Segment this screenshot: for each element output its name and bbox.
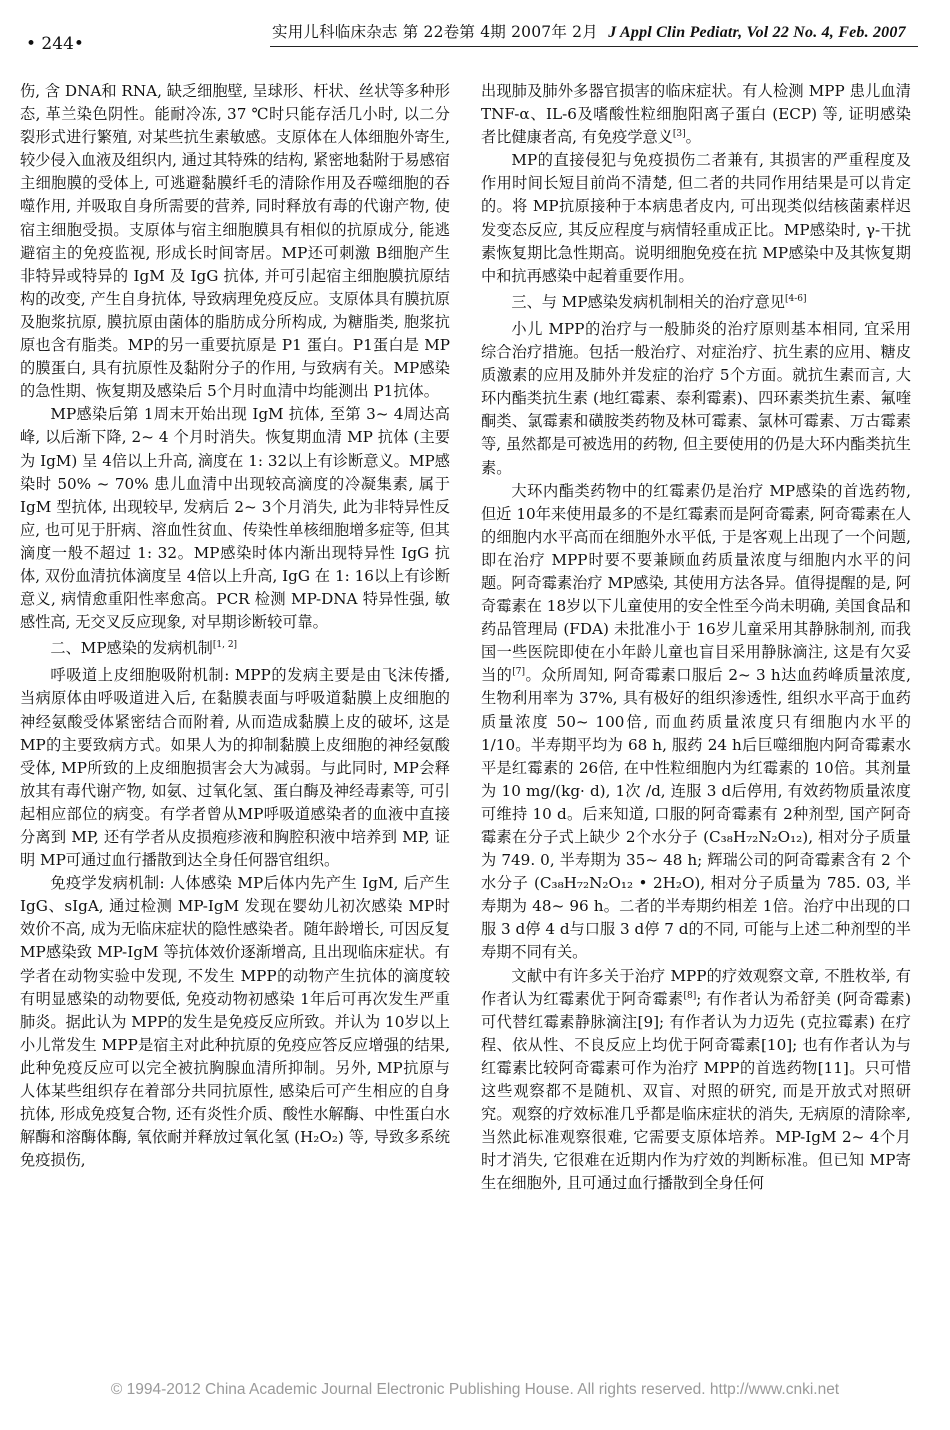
paragraph-text: 免疫学发病机制: 人体感染 MP后体内先产生 IgM, 后产生 IgG、sIgA, 通过检测 MP-IgM 发现在婴幼儿初次感染 MP时效价不高, 成为无临床症状的隐性感染者。随年龄增长, 可因反复 MP感染致 MP-IgM 等抗体效价逐渐增高, 且出现临床症状。有学者在动物实验中发现, 不发生 MPP的动物产生抗体的滴度较有明显感染的动物要低, 免疫动物初感染 1年后可再次发生严重肺炎。据此认为 MPP的发生是免疫反应所致。并认为 10岁以上小儿常发生 MPP是宿主对此种抗原的免疫应答反应增强的结果, 此种免疫反应可以完全被抗胸腺血清所抑制。另外, MP抗原与人体某些组织存在着部分共同抗原性, 感染后可产生相应的自身抗体, 形成免疫复合物, 还有炎性介质、酸性水解酶、中性蛋白水解酶和溶酶体酶, 氧依耐并释放过氧化氢 (H₂O₂) 等, 导致多系统免疫损伤, [20,874,450,1170]
section-heading [20,637,450,660]
left-column [20,80,450,1172]
copyright-footer: © 1994-2012 China Academic Journal Electronic Publishing House. All rights reserved. http://www.cnki.net [110,1381,840,1398]
body-paragraph [20,80,450,403]
paragraph-text: 呼吸道上皮细胞吸附机制: MPP的发病主要是由飞沫传播, 当病原体由呼吸道进入后, 在黏膜表面与呼吸道黏膜上皮细胞的神经氨酸受体紧密结合而附着, 从而造成黏膜上皮的破坏, 这是 MP的主要致病方式。如果人为的抑制黏膜上皮细胞的神经氨酸受体, MP所致的上皮细胞损害会大为减弱。与此同时, MP会释放其有毒代谢产物, 如氨、过氧化氢、蛋白酶及神经毒素等, 可引起相应部位的病变。有学者曾从MP呼吸道感染者的血液中直接分离到 MP, 还有学者从皮损疱疹液和胸腔积液中培养到 MP, 证明 MP可通过血行播散到达全身任何器官组织。 [20,666,450,870]
citation-ref: [1, 2] [212,640,238,651]
paragraph-text: MP的直接侵犯与免疫损伤二者兼有, 其损害的严重程度及作用时间长短目前尚不清楚, 但二者的共同作用结果是可以肯定的。将 MP抗原接种于本病患者皮内, 可出现类似结核菌素样迟发变态反应, 其反应程度与病情轻重成正比。MP感染时, γ-干扰素恢复期比急性期高。说明细胞免疫在抗 MP感染中及其恢复期中和抗再感染中起着重要作用。 [481,151,911,285]
paragraph-text: 出现肺及肺外多器官损害的临床症状。有人检测 MPP 患儿血清 TNF-α、IL-6及嗜酸性粒细胞阳离子蛋白 (ECP) 等, 证明感染者比健康者高, 有免疫学意义 [481,82,911,147]
body-paragraph [20,403,450,634]
paragraph-text: 小儿 MPP的治疗与一般肺炎的治疗原则基本相同, 宜采用综合治疗措施。包括一般治疗、对症治疗、抗生素的应用、糖皮质激素的应用及肺外并发症的治疗 5个方面。就抗生素而言, 大环内酯类抗生素 (地红霉素、泰利霉素)、四环素类抗生素、氟喹酮类、氯霉素和磺胺类药物及林可霉素、氯林可霉素、万古霉素等, 虽然都是可被选用的药物, 但主要使用的仍是大环内酯类抗生素。 [481,319,911,477]
citation-ref: [3] [672,129,686,140]
paragraph-text: 伤, 含 DNA和 RNA, 缺乏细胞壁, 呈球形、杆状、丝状等多种形态, 革兰染色阴性。能耐冷冻, 37 ℃时只能存活几小时, 以二分裂形式进行繁殖, 对某些抗生素敏感。支原体在人体细胞外寄生, 较少侵入血液及组织内, 通过其特殊的结构, 紧密地黏附于易感宿主细胞膜的受体上, 可逃避黏膜纤毛的清除作用及吞噬细胞的吞噬作用, 并吸取自身所需要的营养, 同时释放有毒的代谢产物, 使宿主细胞受损。支原体与宿主细胞膜具有相似的抗原成分, 能逃避宿主的免疫监视, 形成长时间寄居。MP还可刺激 B细胞产生非特异或特异的 IgM 及 IgG 抗体, 并可引起宿主细胞膜抗原结构的改变, 产生自身抗体, 导致病理免疫反应。支原体具有膜抗原及胞浆抗原, 膜抗原由菌体的脂肪成分所构成, 为糖脂类, 胞浆抗原也含有脂类。MP的另一重要抗原是 P1 蛋白。P1蛋白是 MP的膜蛋白, 具有抗原性及黏附分子的作用, 与致病有关。MP感染的急性期、恢复期及感染后 5个月时血清中均能测出 P1抗体。 [20,82,450,401]
citation-ref: [7] [512,667,526,678]
paragraph-text: MP感染后第 1周末开始出现 IgM 抗体, 至第 3~ 4周达高峰, 以后渐下降, 2~ 4 个月时消失。恢复期血清 MP 抗体 (主要为 IgM) 呈 4倍以上升高, 滴度在 1: 32以上有诊断意义。MP感染时 50% ~ 70% 患儿血清中出现较高滴度的冷凝集素, 属于 IgM 型抗体, 出现较早, 发病后 2~ 3个月消失, 此为非特异性反应, 也可见于肝病、溶血性贫血、传染性单核细胞增多症等, 但其滴度一般不超过 1: 32。MP感染时体内渐出现特异性 IgG 抗体, 双份血清抗体滴度呈 4倍以上升高, IgG 在 1: 16以上有诊断意义, 病情愈重阳性率愈高。PCR 检测 MP-DNA 特异性强, 敏感性高, 无交叉反应现象, 对早期诊断较可靠。 [20,405,450,632]
running-head [272,20,922,42]
paragraph-text: 文献中有许多关于治疗 MPP的疗效观察文章, 不胜枚举, 有作者认为红霉素优于阿奇霉素 [481,966,911,1008]
citation-ref: [4-6] [785,293,807,304]
body-paragraph [481,480,911,965]
paragraph-text: 三、与 MP感染发病机制相关的治疗意见 [511,292,785,311]
section-heading [481,291,911,314]
citation-ref: [8] [683,990,697,1001]
paragraph-text: 。众所周知, 阿奇霉素口服后 2~ 3 h达血药峰质量浓度, 生物利用率为 37%, 具有极好的组织渗透性, 组织水平高于血药质量浓度 50~ 100倍, 而血药质量浓度只有细胞内水平的 1/10。半寿期平均为 68 h, 服药 24 h后巨噬细胞内阿奇霉素水平是红霉素的 26倍, 在中性粒细胞内为红霉素的 10倍。其剂量为 10 mg/(kg· d), 1次 /d, 连服 3 d后停用, 有效药物质量浓度可维持 10 d。后来知道, 口服的阿奇霉素有 2种剂型, 国产阿奇霉素在分子式上缺少 2个水分子 (C₃₈H₇₂N₂O₁₂), 相对分子质量为 749. 0, 半寿期为 35~ 48 h; 辉瑞公司的阿奇霉素含有 2 个水分子 (C₃₈H₇₂N₂O₁₂ • 2H₂O), 相对分子质量为 785. 03, 半寿期为 48~ 96 h。二者的半寿期约相差 1倍。治疗中出现的口服 3 d停 4 d与口服 3 d停 7 d的不同, 可能与上述二种剂型的半寿期不同有关。 [481,666,911,962]
page-header [0,0,950,72]
body-paragraph [20,872,450,1172]
body-paragraph [481,149,911,288]
body-paragraph [481,80,911,149]
paragraph-text: 二、MP感染的发病机制 [50,639,213,658]
journal-title-cn: 实用儿科临床杂志 第 22卷第 4期 2007年 2月 [272,23,598,41]
header-rule [270,46,918,47]
body-paragraph [481,965,911,1196]
paragraph-text: ; 有作者认为希舒美 (阿奇霉素) 可代替红霉素静脉滴注[9]; 有作者认为力迈先 (克拉霉素) 在疗程、依从性、不良反应上均优于阿奇霉素[10]; 也有作者认为与红霉素比较阿奇霉素可作为治疗 MPP的首选药物[11]。只可惜这些观察都不是随机、双盲、对照的研究, 而是开放式对照研究。观察的疗效标准几乎都是临床症状的消失, 无病原的清除率, 当然此标准观察很难, 它需要支原体培养。MP-IgM 2~ 4个月时才消失, 它很难在近期内作为疗效的判断标准。但已知 MP寄生在细胞外, 且可通过血行播散到全身任何 [481,989,911,1193]
right-column [481,80,911,1196]
paragraph-text: 大环内酯类药物中的红霉素仍是治疗 MP感染的首选药物, 但近 10年来使用最多的不是红霉素而是阿奇霉素, 阿奇霉素在人的细胞内水平高而在细胞外水平低, 于是客观上出现了一个问题, 即在治疗 MPP时要不要兼顾血药质量浓度与细胞内水平的问题。阿奇霉素治疗 MP感染, 其使用方法各异。值得提醒的是, 阿奇霉素在 18岁以下儿童使用的安全性至今尚未明确, 美国食品和药品管理局 (FDA) 未批准小于 16岁儿童采用其静脉制剂, 而我国一些医院即使在小年龄儿童也盲目采用静脉滴注, 这是有欠妥当的 [481,481,911,685]
paragraph-text: 。 [685,128,701,147]
body-paragraph [481,318,911,480]
body-paragraph [20,664,450,872]
page-number: • 244• [26,34,84,54]
journal-title-en: J Appl Clin Pediatr, Vol 22 No. 4, Feb. 2007 [608,24,906,41]
